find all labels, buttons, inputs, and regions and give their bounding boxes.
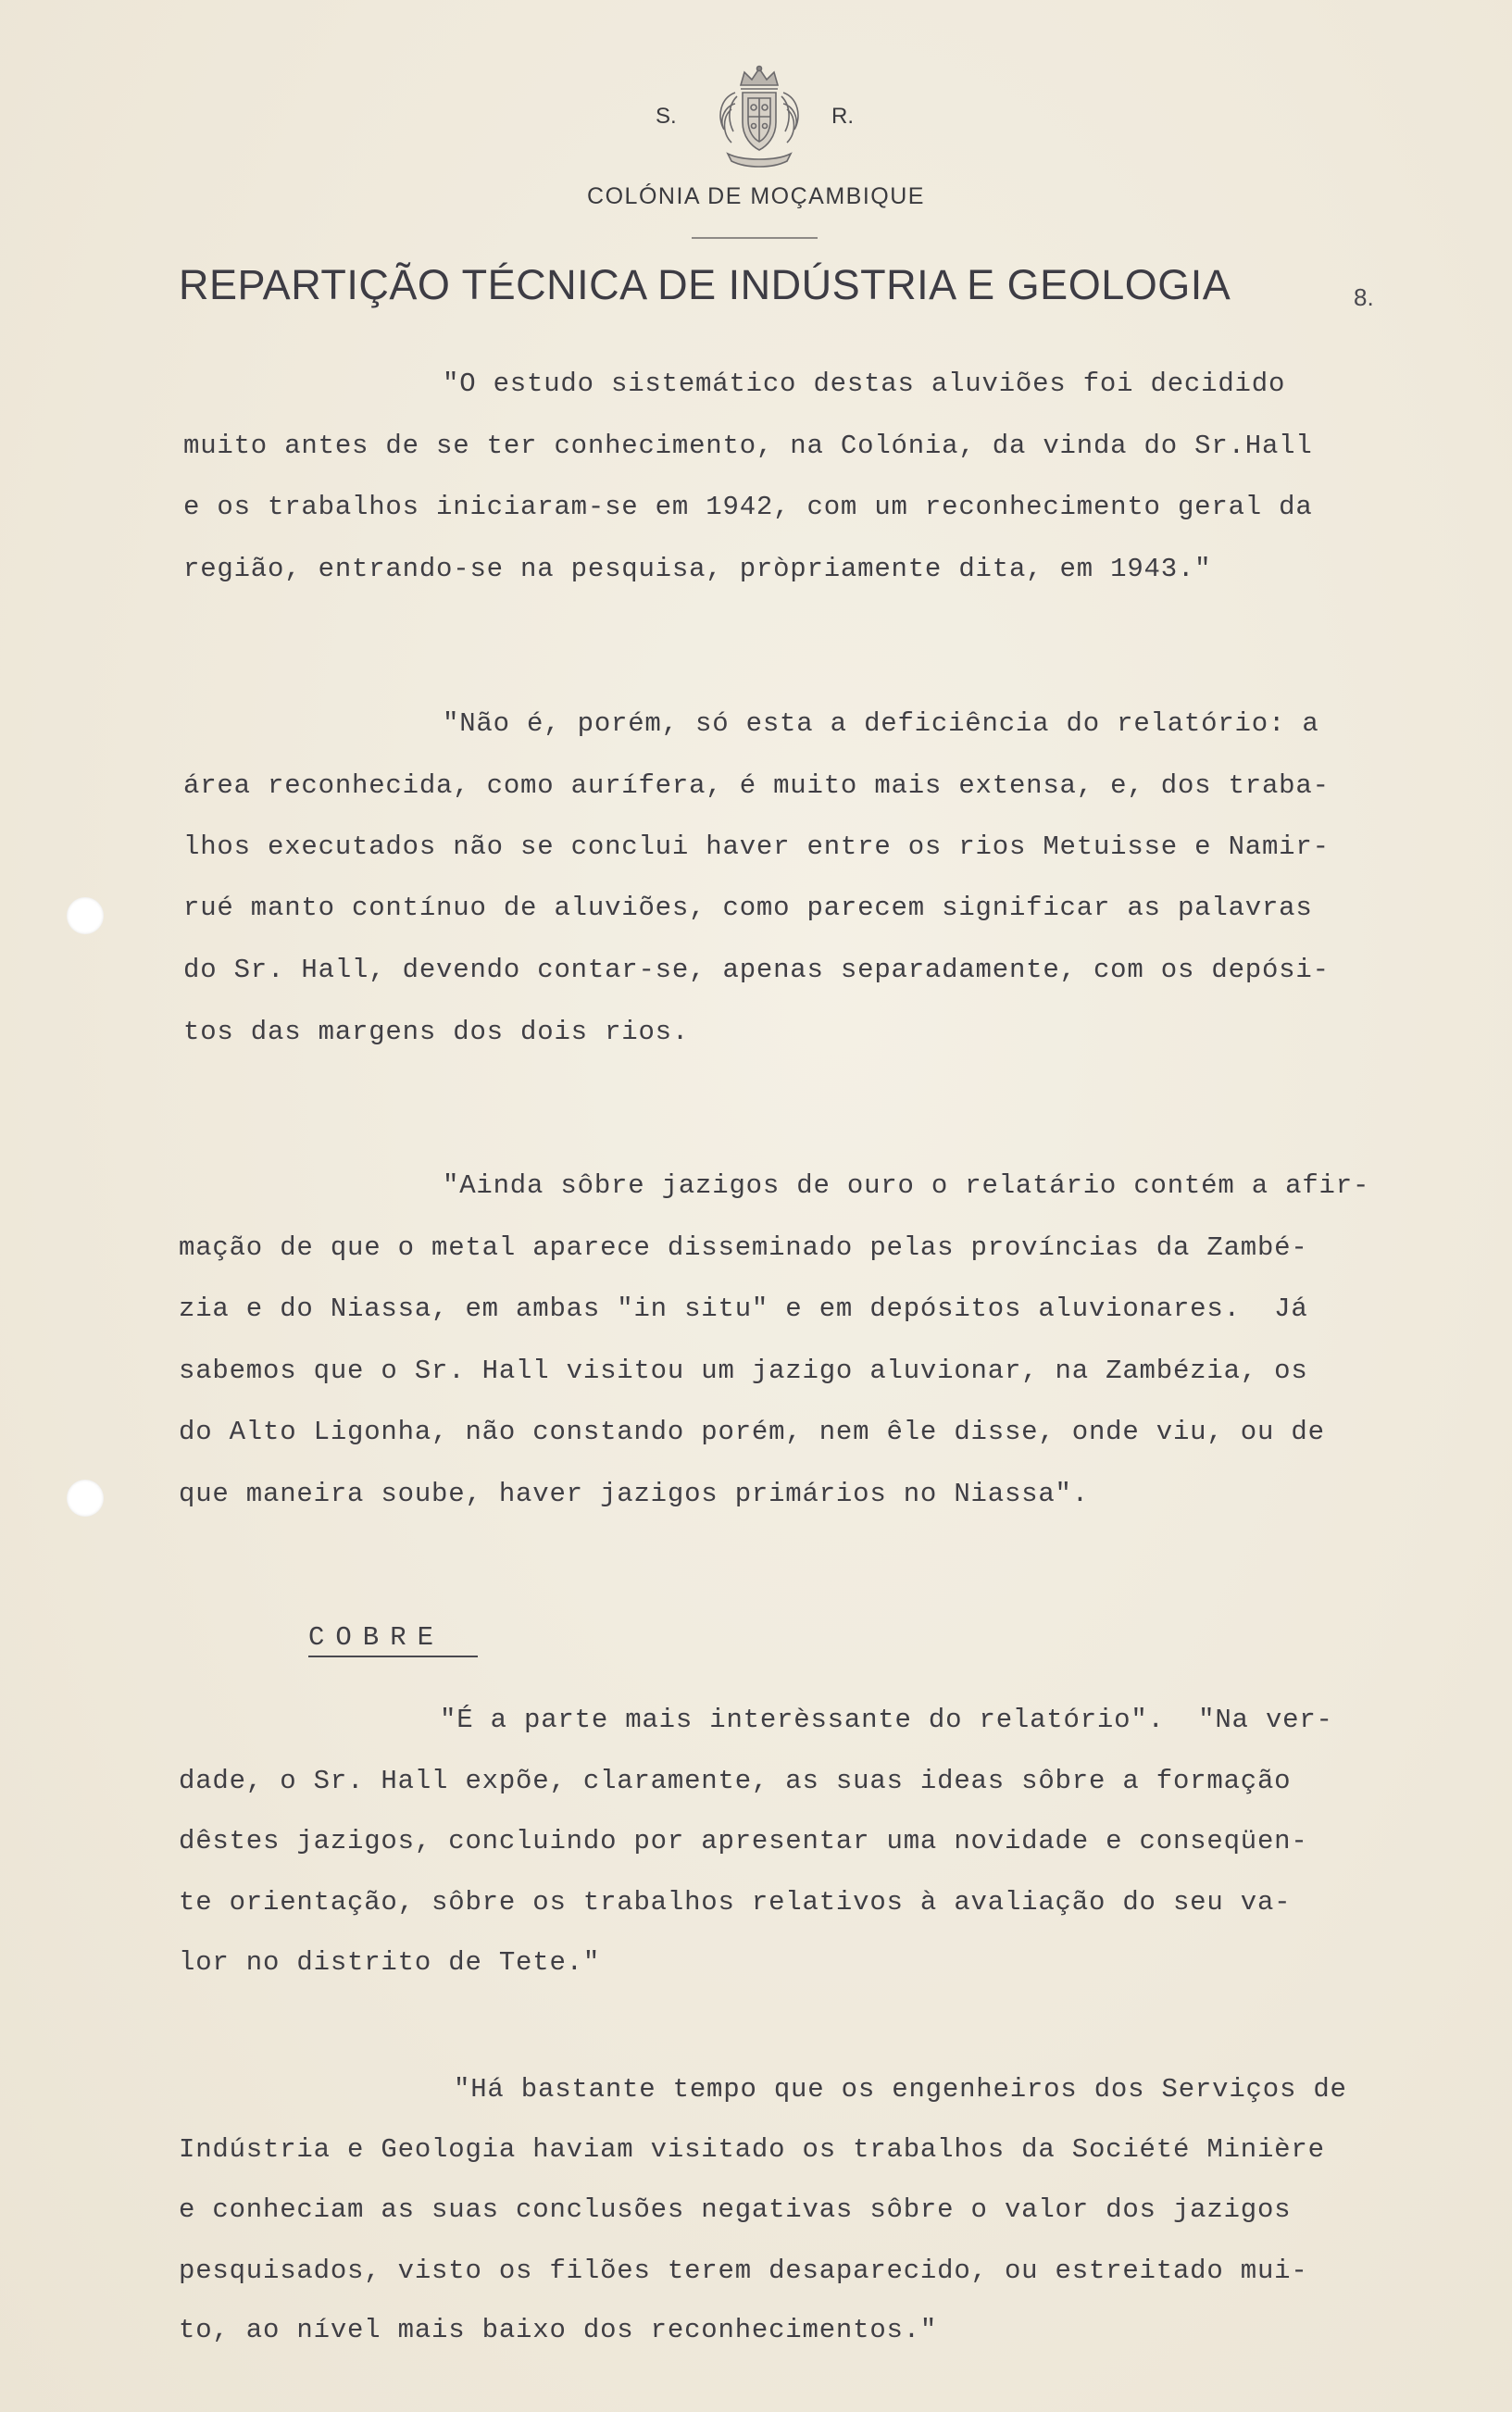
text-line: "O estudo sistemático destas aluviões foi decidido xyxy=(443,369,1286,399)
coat-of-arms-icon xyxy=(715,65,804,170)
header-divider xyxy=(692,237,818,239)
text-line: "É a parte mais interèssante do relatório". "Na ver- xyxy=(440,1705,1333,1735)
punch-hole-bottom xyxy=(67,1480,104,1517)
text-line: rué manto contínuo de aluviões, como parecem significar as palavras xyxy=(183,893,1313,923)
text-line: "Ainda sôbre jazigos de ouro o relatário contém a afir- xyxy=(443,1170,1370,1201)
text-line: e os trabalhos iniciaram-se em 1942, com um reconhecimento geral da xyxy=(183,492,1313,522)
text-line: área reconhecida, como aurífera, é muito mais extensa, e, dos traba- xyxy=(183,770,1330,801)
text-line: e conheciam as suas conclusões negativas sôbre o valor dos jazigos xyxy=(179,2194,1292,2225)
header-initial-right: R. xyxy=(831,104,854,129)
text-line: te orientação, sôbre os trabalhos relativos à avaliação do seu va- xyxy=(179,1887,1292,1918)
page-number: 8. xyxy=(1354,283,1374,311)
text-line: muito antes de se ter conhecimento, na Colónia, da vinda do Sr.Hall xyxy=(183,431,1313,461)
heading-underline xyxy=(308,1656,478,1657)
text-line: dade, o Sr. Hall expõe, claramente, as suas ideas sôbre a formação xyxy=(179,1766,1292,1796)
text-line: "Não é, porém, só esta a deficiência do relatório: a xyxy=(443,708,1319,739)
text-line: sabemos que o Sr. Hall visitou um jazigo aluvionar, na Zambézia, os xyxy=(179,1356,1308,1386)
text-line: "Há bastante tempo que os engenheiros dos Serviços de xyxy=(454,2074,1347,2105)
text-line: zia e do Niassa, em ambas "in situ" e em depósitos aluvionares. Já xyxy=(179,1293,1308,1324)
text-line: mação de que o metal aparece disseminado pelas províncias da Zambé- xyxy=(179,1232,1308,1263)
text-line: do Sr. Hall, devendo contar-se, apenas separadamente, com os depósi- xyxy=(183,955,1330,985)
department-title: REPARTIÇÃO TÉCNICA DE INDÚSTRIA E GEOLOGIA xyxy=(179,261,1231,308)
text-line: to, ao nível mais baixo dos reconhecimentos." xyxy=(179,2315,938,2345)
text-line: que maneira soube, haver jazigos primários no Niassa". xyxy=(179,1479,1089,1509)
text-line: região, entrando-se na pesquisa, pròpriamente dita, em 1943." xyxy=(183,554,1212,584)
text-line: tos das margens dos dois rios. xyxy=(183,1017,690,1047)
punch-hole-top xyxy=(67,897,104,934)
text-line: Indústria e Geologia haviam visitado os trabalhos da Société Minière xyxy=(179,2134,1325,2165)
colony-title: COLÓNIA DE MOÇAMBIQUE xyxy=(587,183,925,209)
text-line: do Alto Ligonha, não constando porém, nem êle disse, onde viu, ou de xyxy=(179,1417,1325,1447)
text-line: dêstes jazigos, concluindo por apresentar uma novidade e conseqüen- xyxy=(179,1826,1308,1856)
text-line: pesquisados, visto os filões terem desaparecido, ou estreitado mui- xyxy=(179,2256,1308,2286)
text-line: lhos executados não se conclui haver entre os rios Metuisse e Namir- xyxy=(183,831,1330,862)
section-heading: COBRE xyxy=(308,1622,445,1653)
header-initial-left: S. xyxy=(656,104,677,129)
text-line: lor no distrito de Tete." xyxy=(179,1947,601,1978)
